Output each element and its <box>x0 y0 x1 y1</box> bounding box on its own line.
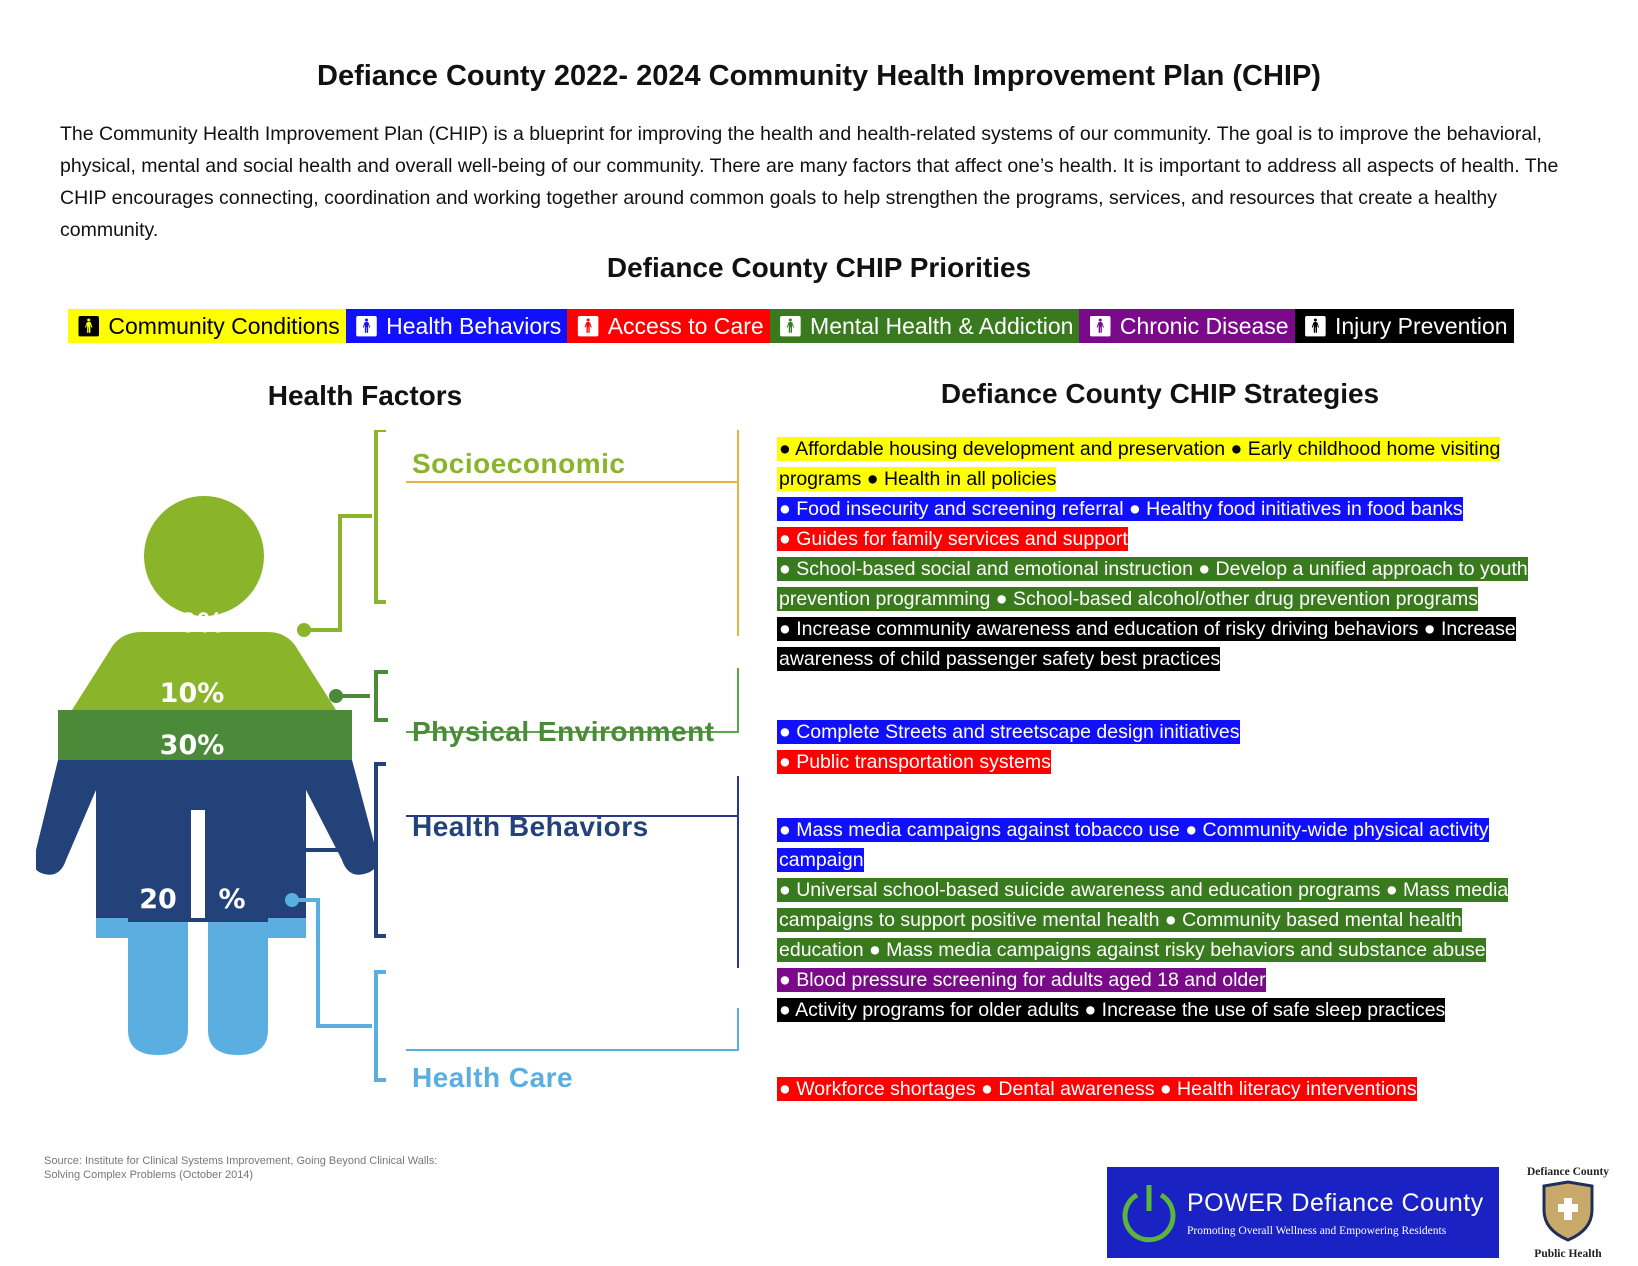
strategy-line: ● Blood pressure screening for adults aged 18 and older <box>779 969 1266 991</box>
priorities-title: Defiance County CHIP Priorities <box>606 252 1032 283</box>
person-icon: 🚹︎ <box>76 315 102 338</box>
strategy-line: ● School-based social and emotional instruction ● Develop a unified approach to youth <box>779 558 1528 580</box>
intro-paragraph: The Community Health Improvement Plan (CHIP) is a blueprint for improving the health and health-related systems of our community. The goal is to improve the behavioral, physical, mental and social health and overall well-being of our community. There are many factors that affect one’s health. It is important to address all aspects of health. The CHIP encourages connecting, coordination and working together around common goals to help strengthen the programs, services, and resources that create a healthy community. <box>60 123 1559 241</box>
health-factors-figure <box>36 430 756 1150</box>
power-icon <box>1117 1181 1181 1245</box>
leg-right <box>208 918 268 1055</box>
public-health-bottom: Public Health <box>1534 1248 1602 1260</box>
power-tagline: Promoting Overall Wellness and Empowering Residents <box>1187 1225 1447 1237</box>
priority-mental-health <box>770 309 1080 343</box>
strategies-heading: Defiance County CHIP Strategies <box>940 378 1380 409</box>
factor-label-behaviors: Health Behaviors <box>412 811 649 842</box>
person-icon: 🚹︎ <box>353 315 380 338</box>
torso-behaviors <box>36 760 377 918</box>
percent-care: 20 <box>139 884 177 915</box>
leg-left <box>128 918 188 1055</box>
priority-health-behaviors <box>346 309 568 343</box>
priority-label: Access to Care <box>607 312 764 339</box>
health-factors-heading: Health Factors <box>267 380 463 411</box>
priority-label: Health Behaviors <box>386 312 562 339</box>
source-note: Source: Institute for Clinical Systems Improvement, Going Beyond Clinical Walls: Solving Complex Problems (October 2014) <box>44 1155 438 1181</box>
priority-label: Chronic Disease <box>1119 312 1289 339</box>
priority-community-conditions <box>68 309 346 343</box>
strategy-line: campaigns to support positive mental health ● Community based mental health <box>779 909 1462 931</box>
strategy-line: awareness of child passenger safety best practices <box>779 648 1221 670</box>
strategy-line: ● Mass media campaigns against tobacco use ● Community-wide physical activity <box>779 819 1489 841</box>
priority-label: Mental Health & Addiction <box>810 312 1074 339</box>
percent-behaviors: 30% <box>159 730 225 761</box>
power-name: POWER Defiance County <box>1187 1189 1484 1217</box>
strategy-line: ● Workforce shortages ● Dental awareness ● Health literacy interventions <box>779 1078 1417 1100</box>
page-title: Defiance County 2022- 2024 Community Health Improvement Plan (CHIP) <box>317 60 1321 92</box>
strategy-line: education ● Mass media campaigns against risky behaviors and substance abuse <box>779 939 1486 961</box>
factor-label-physical: Physical Environment <box>412 716 715 747</box>
priority-chronic-disease <box>1079 309 1294 343</box>
figure-head <box>144 496 264 616</box>
priority-injury-prevention <box>1295 309 1514 343</box>
public-health-logo <box>1508 1166 1628 1262</box>
priority-label: Community Conditions <box>108 312 340 339</box>
person-icon: 🚹︎ <box>575 315 601 338</box>
strategy-line: ● Food insecurity and screening referral ● Healthy food initiatives in food banks <box>779 498 1463 520</box>
strategy-line: prevention programming ● School-based alcohol/other drug prevention programs <box>779 588 1479 610</box>
person-diagram <box>36 430 756 1150</box>
strategy-line: ● Activity programs for older adults ● Increase the use of safe sleep practices <box>779 999 1446 1021</box>
connector-socioeconomic <box>299 430 386 635</box>
shield-icon <box>1540 1180 1596 1242</box>
strategies-physical <box>777 717 1597 777</box>
strategies-socioeconomic <box>777 434 1597 674</box>
percent-care-sign: % <box>218 884 246 915</box>
power-logo <box>1107 1167 1499 1258</box>
public-health-top: Defiance County <box>1526 1166 1610 1178</box>
priority-label: Injury Prevention <box>1334 312 1508 339</box>
strategy-line: ● Increase community awareness and education of risky driving behaviors ● Increase <box>779 618 1516 640</box>
strategies-behaviors <box>777 815 1597 1025</box>
strategy-line: ● Universal school-based suicide awareness and education programs ● Mass media <box>779 879 1509 901</box>
percent-socioeconomic: 40% <box>159 608 225 639</box>
person-icon: 🚹︎ <box>1302 315 1328 338</box>
priorities-legend <box>68 309 1514 343</box>
strategy-line: ● Public transportation systems <box>779 751 1051 773</box>
strategy-line: ● Complete Streets and streetscape design initiatives <box>779 721 1240 743</box>
factor-label-care: Health Care <box>412 1062 574 1093</box>
bracket-care <box>406 1008 738 1050</box>
strategy-line: ● Affordable housing development and preservation ● Early childhood home visiting <box>779 438 1501 460</box>
factor-label-socioeconomic: Socioeconomic <box>412 448 626 479</box>
strategy-line: ● Guides for family services and support <box>779 528 1128 550</box>
strategies-care <box>777 1074 1597 1104</box>
strategy-line: programs ● Health in all policies <box>779 468 1057 490</box>
percent-physical: 10% <box>159 678 225 709</box>
priority-access-to-care <box>567 309 769 343</box>
strategy-line: campaign <box>779 849 864 871</box>
person-icon: 🚹︎ <box>1087 315 1113 338</box>
person-icon: 🚹︎ <box>777 315 804 338</box>
